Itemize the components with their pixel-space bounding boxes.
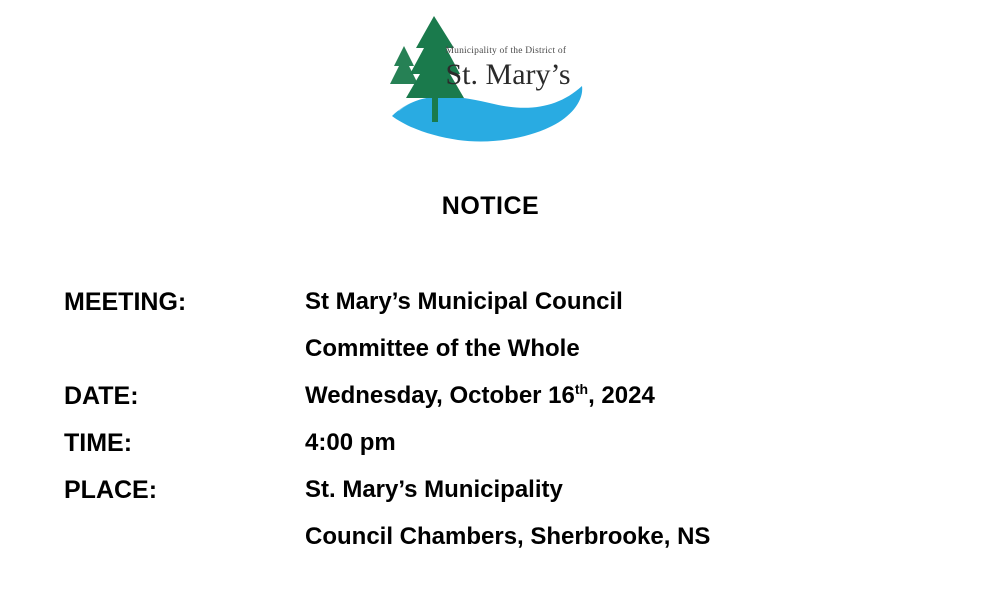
detail-row-date bbox=[64, 376, 924, 423]
detail-label-place: PLACE: bbox=[64, 476, 158, 504]
detail-value-date bbox=[305, 376, 924, 416]
detail-value-meeting-continuation: Committee of the Whole bbox=[305, 335, 580, 362]
detail-label-time: TIME: bbox=[64, 429, 133, 457]
logo-container bbox=[0, 4, 981, 159]
detail-row-meeting bbox=[64, 282, 924, 329]
tree-small-icon bbox=[390, 46, 418, 84]
detail-value-place-continuation: Council Chambers, Sherbrooke, NS bbox=[305, 523, 711, 550]
detail-row-meeting-continuation bbox=[64, 329, 924, 376]
logo-sub-line: Municipality of the District of bbox=[445, 46, 567, 56]
detail-value-time: 4:00 pm bbox=[305, 429, 396, 456]
detail-row-place bbox=[64, 470, 924, 517]
date-ordinal-suffix: th bbox=[574, 381, 589, 397]
date-text-post: , 2024 bbox=[588, 382, 655, 409]
logo-artwork-svg bbox=[386, 4, 596, 159]
municipality-logo bbox=[386, 4, 596, 159]
logo-name-line: St. Mary’s bbox=[445, 58, 571, 91]
detail-label-meeting: MEETING: bbox=[64, 288, 187, 316]
detail-row-place-continuation bbox=[64, 517, 924, 564]
detail-value-place: St. Mary’s Municipality bbox=[305, 476, 563, 503]
meeting-details bbox=[64, 282, 924, 564]
date-text-pre: Wednesday, October 16 bbox=[305, 382, 575, 409]
tree-trunk bbox=[432, 94, 438, 122]
detail-value-meeting: St Mary’s Municipal Council bbox=[305, 288, 623, 315]
detail-row-time bbox=[64, 423, 924, 470]
page-title: NOTICE bbox=[441, 192, 540, 220]
detail-label-date: DATE: bbox=[64, 382, 139, 410]
